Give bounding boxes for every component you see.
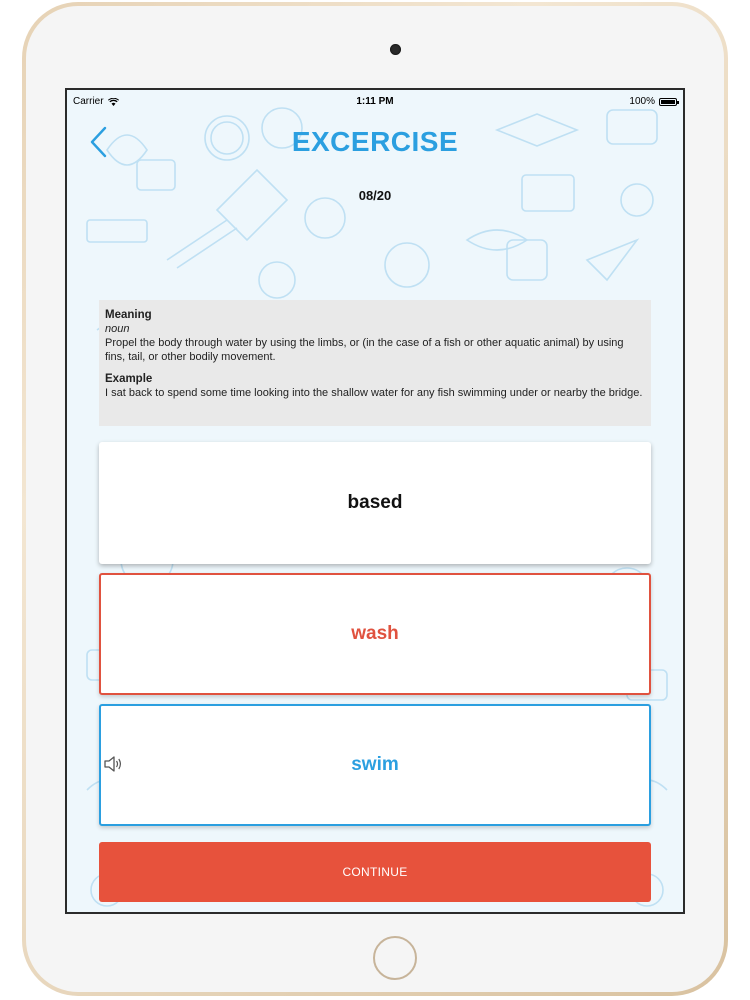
answer-option-based[interactable] <box>99 442 651 564</box>
carrier-label: Carrier <box>73 96 104 107</box>
battery-percent: 100% <box>629 96 655 107</box>
status-bar <box>67 90 683 110</box>
part-of-speech: noun <box>105 323 130 335</box>
answer-option-wash[interactable] <box>99 573 651 695</box>
page-title: EXCERCISE <box>291 126 459 157</box>
continue-button[interactable] <box>99 842 651 902</box>
speaker-icon[interactable] <box>103 755 123 773</box>
meaning-heading: Meaning <box>105 309 152 321</box>
example-text: I sat back to spend some time looking into the shallow water for any fish swimming under or nearby the bridge. <box>105 387 643 399</box>
app-screen <box>67 90 683 912</box>
answer-option-label: swim <box>351 754 399 775</box>
definition-card <box>99 300 651 426</box>
answer-option-label: wash <box>351 623 399 644</box>
battery-indicator <box>629 96 677 107</box>
camera-icon <box>390 44 401 55</box>
example-heading: Example <box>105 373 153 385</box>
screen <box>65 88 685 914</box>
answer-option-label: based <box>347 492 403 513</box>
status-time: 1:11 PM <box>356 96 394 107</box>
answer-option-swim[interactable] <box>99 704 651 826</box>
continue-label: CONTINUE <box>342 865 408 879</box>
home-button[interactable] <box>373 936 417 980</box>
battery-icon <box>659 98 677 106</box>
progress-counter: 08/20 <box>358 188 392 203</box>
meaning-text: Propel the body through water by using the limbs, or (in the case of a fish or other aquatic animal) by using fins, tail, or other bodily movement. <box>105 337 624 363</box>
